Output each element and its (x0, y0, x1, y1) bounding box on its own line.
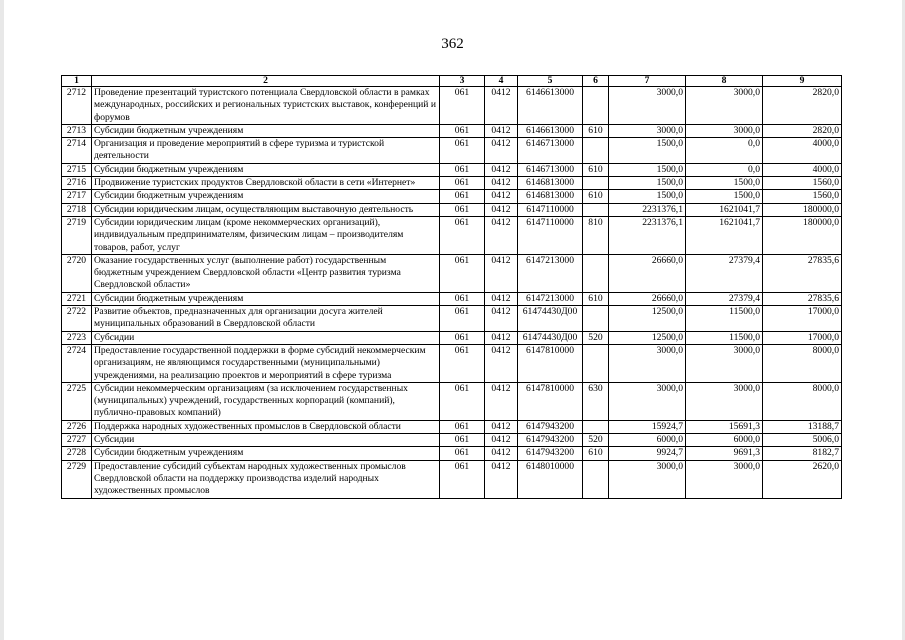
table-row (62, 216, 842, 254)
amount-col-7: 15924,7 (609, 420, 686, 433)
table-row (62, 190, 842, 203)
admin-code: 061 (440, 447, 485, 460)
amount-col-8: 6000,0 (686, 434, 763, 447)
amount-col-7: 3000,0 (609, 382, 686, 420)
table-row (62, 124, 842, 137)
expense-type-code: 610 (583, 292, 609, 305)
amount-col-7: 3000,0 (609, 344, 686, 382)
section-code: 0412 (485, 292, 518, 305)
section-code: 0412 (485, 216, 518, 254)
amount-col-9: 17000,0 (763, 331, 842, 344)
amount-col-9: 180000,0 (763, 216, 842, 254)
row-number: 2721 (62, 292, 92, 305)
row-description: Субсидии некоммерческим организациям (за исключением государственных (муниципальных) учреждений, государственных корпораций (компаний), публично-правовых компаний) (92, 382, 440, 420)
row-description: Субсидии бюджетным учреждениям (92, 124, 440, 137)
table-row (62, 292, 842, 305)
row-description: Оказание государственных услуг (выполнение работ) государственным бюджетным учреждением Свердловской области «Центр развития туризма Свердловской области» (92, 254, 440, 292)
amount-col-8: 3000,0 (686, 124, 763, 137)
section-code: 0412 (485, 203, 518, 216)
admin-code: 061 (440, 216, 485, 254)
row-number: 2712 (62, 87, 92, 125)
admin-code: 061 (440, 460, 485, 498)
amount-col-8: 0,0 (686, 138, 763, 164)
amount-col-9: 27835,6 (763, 254, 842, 292)
amount-col-7: 3000,0 (609, 124, 686, 137)
target-item-code: 6147943200 (518, 434, 583, 447)
target-item-code: 6146713000 (518, 163, 583, 176)
admin-code: 061 (440, 190, 485, 203)
row-description: Субсидии бюджетным учреждениям (92, 292, 440, 305)
amount-col-8: 3000,0 (686, 344, 763, 382)
expense-type-code: 610 (583, 124, 609, 137)
expense-type-code: 520 (583, 331, 609, 344)
target-item-code: 61474430Д00 (518, 306, 583, 332)
row-number: 2722 (62, 306, 92, 332)
admin-code: 061 (440, 344, 485, 382)
target-item-code: 6146713000 (518, 138, 583, 164)
amount-col-9: 2620,0 (763, 460, 842, 498)
amount-col-8: 1500,0 (686, 190, 763, 203)
admin-code: 061 (440, 382, 485, 420)
column-header: 3 (440, 76, 485, 87)
amount-col-8: 15691,3 (686, 420, 763, 433)
section-code: 0412 (485, 382, 518, 420)
expense-type-code (583, 87, 609, 125)
target-item-code: 61474430Д00 (518, 331, 583, 344)
page-number: 362 (441, 36, 464, 52)
table-row (62, 460, 842, 498)
admin-code: 061 (440, 177, 485, 190)
target-item-code: 6147213000 (518, 254, 583, 292)
admin-code: 061 (440, 254, 485, 292)
target-item-code: 6147810000 (518, 382, 583, 420)
target-item-code: 6146613000 (518, 87, 583, 125)
row-description: Поддержка народных художественных промыслов в Свердловской области (92, 420, 440, 433)
amount-col-8: 11500,0 (686, 306, 763, 332)
expense-type-code: 610 (583, 190, 609, 203)
admin-code: 061 (440, 434, 485, 447)
section-code: 0412 (485, 331, 518, 344)
table-row (62, 203, 842, 216)
amount-col-9: 1560,0 (763, 190, 842, 203)
admin-code: 061 (440, 306, 485, 332)
row-number: 2728 (62, 447, 92, 460)
expense-type-code (583, 460, 609, 498)
column-header: 9 (763, 76, 842, 87)
amount-col-9: 4000,0 (763, 138, 842, 164)
row-description: Предоставление субсидий субъектам народных художественных промыслов Свердловской области на поддержку производства изделий народных художественных промыслов (92, 460, 440, 498)
table-row (62, 87, 842, 125)
admin-code: 061 (440, 203, 485, 216)
expense-type-code (583, 138, 609, 164)
row-number: 2723 (62, 331, 92, 344)
amount-col-9: 180000,0 (763, 203, 842, 216)
amount-col-7: 1500,0 (609, 190, 686, 203)
row-description: Субсидии бюджетным учреждениям (92, 190, 440, 203)
row-number: 2718 (62, 203, 92, 216)
row-description: Субсидии бюджетным учреждениям (92, 447, 440, 460)
row-description: Субсидии юридическим лицам (кроме некоммерческих организаций), индивидуальным предпринимателям, физическим лицам – производителям товаров, работ, услуг (92, 216, 440, 254)
row-number: 2717 (62, 190, 92, 203)
target-item-code: 6147810000 (518, 344, 583, 382)
section-code: 0412 (485, 190, 518, 203)
row-description: Субсидии юридическим лицам, осуществляющим выставочную деятельность (92, 203, 440, 216)
table-row (62, 434, 842, 447)
amount-col-9: 2820,0 (763, 124, 842, 137)
table-row (62, 306, 842, 332)
scan-edge-left (0, 0, 4, 640)
amount-col-9: 1560,0 (763, 177, 842, 190)
section-code: 0412 (485, 163, 518, 176)
table-row (62, 138, 842, 164)
table-row (62, 447, 842, 460)
expense-type-code (583, 344, 609, 382)
amount-col-7: 3000,0 (609, 460, 686, 498)
amount-col-7: 2231376,1 (609, 203, 686, 216)
table-row (62, 420, 842, 433)
amount-col-8: 27379,4 (686, 254, 763, 292)
amount-col-7: 1500,0 (609, 163, 686, 176)
table-body (62, 87, 842, 499)
section-code: 0412 (485, 420, 518, 433)
admin-code: 061 (440, 292, 485, 305)
section-code: 0412 (485, 138, 518, 164)
row-number: 2726 (62, 420, 92, 433)
amount-col-8: 3000,0 (686, 382, 763, 420)
expense-type-code: 610 (583, 163, 609, 176)
row-description: Продвижение туристских продуктов Свердловской области в сети «Интернет» (92, 177, 440, 190)
target-item-code: 6148010000 (518, 460, 583, 498)
amount-col-8: 27379,4 (686, 292, 763, 305)
row-number: 2713 (62, 124, 92, 137)
admin-code: 061 (440, 420, 485, 433)
row-number: 2729 (62, 460, 92, 498)
amount-col-9: 8000,0 (763, 344, 842, 382)
target-item-code: 6146813000 (518, 177, 583, 190)
amount-col-7: 1500,0 (609, 177, 686, 190)
row-description: Предоставление государственной поддержки в форме субсидий некоммерческим организациям, не являющимся государственными (муниципальными) учреждениями, на реализацию проектов и мероприятий в сфере туризма (92, 344, 440, 382)
section-code: 0412 (485, 344, 518, 382)
amount-col-9: 17000,0 (763, 306, 842, 332)
row-description: Организация и проведение мероприятий в сфере туризма и туристской деятельности (92, 138, 440, 164)
expense-type-code: 610 (583, 447, 609, 460)
amount-col-8: 3000,0 (686, 460, 763, 498)
row-description: Субсидии (92, 434, 440, 447)
expense-type-code (583, 254, 609, 292)
column-header: 7 (609, 76, 686, 87)
table-row (62, 331, 842, 344)
section-code: 0412 (485, 434, 518, 447)
admin-code: 061 (440, 163, 485, 176)
amount-col-7: 12500,0 (609, 331, 686, 344)
amount-col-9: 27835,6 (763, 292, 842, 305)
table-row (62, 254, 842, 292)
row-description: Субсидии бюджетным учреждениям (92, 163, 440, 176)
row-description: Развитие объектов, предназначенных для организации досуга жителей муниципальных образований в Свердловской области (92, 306, 440, 332)
column-header: 6 (583, 76, 609, 87)
table-row (62, 177, 842, 190)
target-item-code: 6146613000 (518, 124, 583, 137)
amount-col-7: 6000,0 (609, 434, 686, 447)
row-number: 2715 (62, 163, 92, 176)
target-item-code: 6147213000 (518, 292, 583, 305)
table-row (62, 163, 842, 176)
section-code: 0412 (485, 447, 518, 460)
expense-type-code (583, 306, 609, 332)
amount-col-8: 0,0 (686, 163, 763, 176)
amount-col-9: 8182,7 (763, 447, 842, 460)
expense-type-code: 630 (583, 382, 609, 420)
target-item-code: 6147943200 (518, 420, 583, 433)
amount-col-7: 2231376,1 (609, 216, 686, 254)
table-row (62, 382, 842, 420)
column-header: 8 (686, 76, 763, 87)
expense-type-code: 520 (583, 434, 609, 447)
admin-code: 061 (440, 124, 485, 137)
row-number: 2716 (62, 177, 92, 190)
expense-type-code (583, 177, 609, 190)
column-header: 1 (62, 76, 92, 87)
row-number: 2724 (62, 344, 92, 382)
admin-code: 061 (440, 87, 485, 125)
amount-col-8: 11500,0 (686, 331, 763, 344)
row-description: Проведение презентаций туристского потенциала Свердловской области в рамках международных, российских и региональных туристских выставок, конференций и форумов (92, 87, 440, 125)
amount-col-8: 1500,0 (686, 177, 763, 190)
amount-col-8: 9691,3 (686, 447, 763, 460)
column-header: 5 (518, 76, 583, 87)
section-code: 0412 (485, 306, 518, 332)
section-code: 0412 (485, 177, 518, 190)
target-item-code: 6146813000 (518, 190, 583, 203)
amount-col-8: 1621041,7 (686, 203, 763, 216)
row-number: 2720 (62, 254, 92, 292)
amount-col-7: 3000,0 (609, 87, 686, 125)
expense-type-code (583, 420, 609, 433)
section-code: 0412 (485, 124, 518, 137)
amount-col-9: 4000,0 (763, 163, 842, 176)
row-number: 2714 (62, 138, 92, 164)
table-header-row (62, 76, 842, 87)
section-code: 0412 (485, 254, 518, 292)
row-number: 2727 (62, 434, 92, 447)
admin-code: 061 (440, 331, 485, 344)
row-number: 2719 (62, 216, 92, 254)
table-row (62, 344, 842, 382)
amount-col-9: 13188,7 (763, 420, 842, 433)
amount-col-8: 3000,0 (686, 87, 763, 125)
amount-col-7: 1500,0 (609, 138, 686, 164)
amount-col-9: 8000,0 (763, 382, 842, 420)
amount-col-9: 2820,0 (763, 87, 842, 125)
amount-col-9: 5006,0 (763, 434, 842, 447)
expense-type-code: 810 (583, 216, 609, 254)
row-number: 2725 (62, 382, 92, 420)
amount-col-7: 26660,0 (609, 254, 686, 292)
amount-col-7: 12500,0 (609, 306, 686, 332)
target-item-code: 6147110000 (518, 216, 583, 254)
amount-col-7: 9924,7 (609, 447, 686, 460)
budget-table (61, 75, 842, 499)
admin-code: 061 (440, 138, 485, 164)
target-item-code: 6147110000 (518, 203, 583, 216)
section-code: 0412 (485, 460, 518, 498)
section-code: 0412 (485, 87, 518, 125)
row-description: Субсидии (92, 331, 440, 344)
column-header: 4 (485, 76, 518, 87)
expense-type-code (583, 203, 609, 216)
target-item-code: 6147943200 (518, 447, 583, 460)
amount-col-8: 1621041,7 (686, 216, 763, 254)
column-header: 2 (92, 76, 440, 87)
amount-col-7: 26660,0 (609, 292, 686, 305)
